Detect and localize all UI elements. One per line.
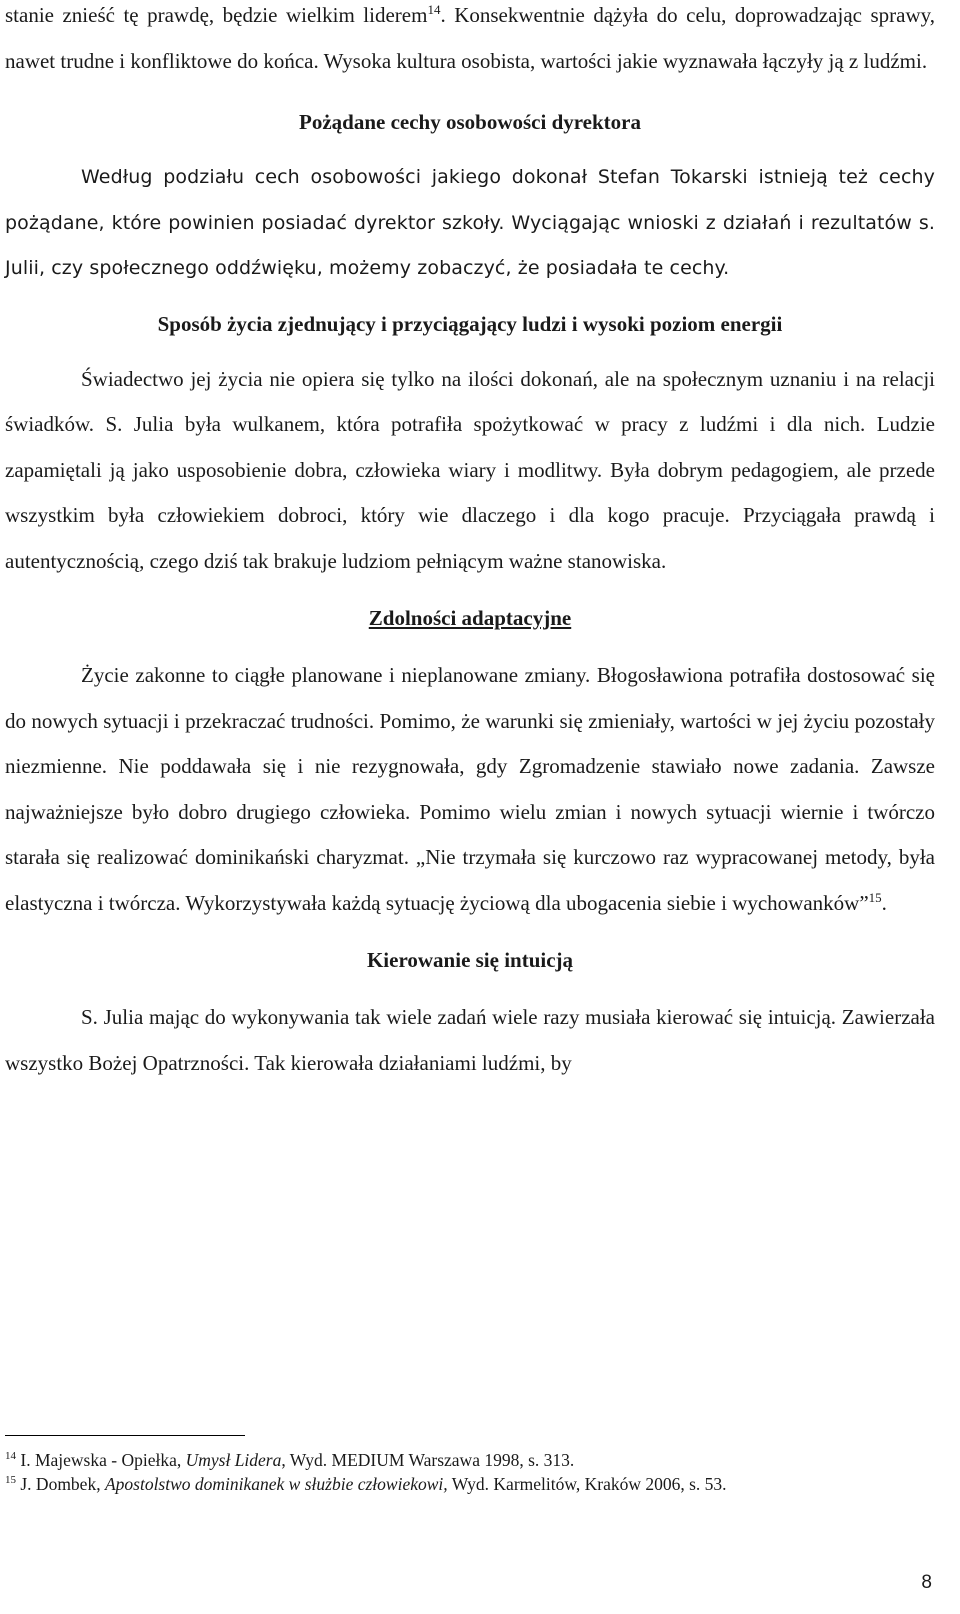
intro-paragraph: [5, 0, 935, 84]
section-heading-3-text: Zdolności adaptacyjne: [368, 606, 572, 630]
section-heading-4: Kierowanie się intuicją: [366, 948, 574, 972]
section-heading-2: Sposób życia zjednujący i przyciągający ludzi i wysoki poziom energii: [157, 311, 783, 336]
footnote-text: I. Majewska - Opiełka,: [16, 1450, 186, 1470]
section-paragraph-2: Świadectwo jej życia nie opiera się tylko na ilości dokonań, ale na społecznym uznaniu i na relacji świadków. S. Julia była wulkanem, która potrafiła spożytkować w pracy z ludźmi i dla nich. Ludzie zapamiętali ją jako usposobienie dobra, człowieka wiary i modlitwy. Była dobrym pedagogiem, ale przede wszystkim była człowiekiem dobroci, który wie dlaczego i dla kogo pracuje. Przyciągała prawdą i autentycznością, czego dziś tak brakuje ludziom pełniącym ważne stanowiska.: [5, 366, 935, 573]
intro-text: stanie znieść tę prawdę, będzie wielkim liderem: [5, 3, 428, 27]
footnote-text-end: , Wyd. MEDIUM Warszawa 1998, s. 313.: [281, 1450, 575, 1470]
footnote-number: 14: [5, 1450, 16, 1463]
footnote-text: J. Dombek,: [16, 1474, 105, 1494]
intro-text-rest: . Konsekwentnie dążyła do celu, doprowadzając sprawy, nawet trudne i konfliktowe do końca. Wysoka kultura osobista, wartości jakie wyznawała łączyły ją z ludźmi.: [5, 3, 935, 73]
section-paragraph-1: Według podziału cech osobowości jakiego dokonał Stefan Tokarski istnieją też cechy pożądane, które powinien posiadać dyrektor szkoły. Wyciągając wnioski z działań i rezultatów s. Julii, czy społecznego oddźwięku, możemy zobaczyć, że posiadała te cechy.: [5, 166, 935, 279]
footnote-ref-15: 15: [868, 889, 882, 905]
section-paragraph-3: [5, 653, 935, 926]
footnote-title: Umysł Lidera: [185, 1450, 282, 1470]
document-page: [5, 0, 935, 1086]
section-heading-3: [5, 606, 935, 631]
footnote-ref-14: 14: [427, 2, 441, 17]
footnote-15: [5, 1472, 935, 1496]
section-heading-1: Pożądane cechy osobowości dyrektora: [299, 110, 641, 134]
footnote-text-end: Wyd. Karmelitów, Kraków 2006, s. 53.: [447, 1474, 727, 1494]
footnote-separator: [5, 1435, 245, 1436]
footnote-number: 15: [5, 1474, 16, 1487]
section-paragraph-3-end: .: [881, 890, 887, 915]
footnotes: [5, 1448, 935, 1496]
section-paragraph-3-text: Życie zakonne to ciągłe planowane i nieplanowane zmiany. Błogosławiona potrafiła dostosować się do nowych sytuacji i przekraczać trudności. Pomimo, że warunki się zmieniały, wartości w jej życiu pozostały niezmienne. Nie poddawała się i nie rezygnowała, gdy Zgromadzenie stawiało nowe zadania. Zawsze najważniejsze było dobro drugiego człowieka. Pomimo wielu zmian i nowych sytuacji wiernie i twórczo starała się realizować dominikański charyzmat. „Nie trzymała się kurczowo raz wypracowanej metody, była elastyczna i twórcza. Wykorzystywała każdą sytuację życiową dla ubogacenia siebie i wychowanków”: [5, 663, 935, 915]
page-number: 8: [921, 1572, 932, 1593]
footnote-title: Apostolstwo dominikanek w służbie człowiekowi,: [104, 1474, 448, 1494]
footnote-14: [5, 1448, 935, 1472]
section-paragraph-4: S. Julia mając do wykonywania tak wiele zadań wiele razy musiała kierować się intuicją. Zawierzała wszystko Bożej Opatrzności. Tak kierowała działaniami ludźmi, by: [5, 1005, 935, 1075]
